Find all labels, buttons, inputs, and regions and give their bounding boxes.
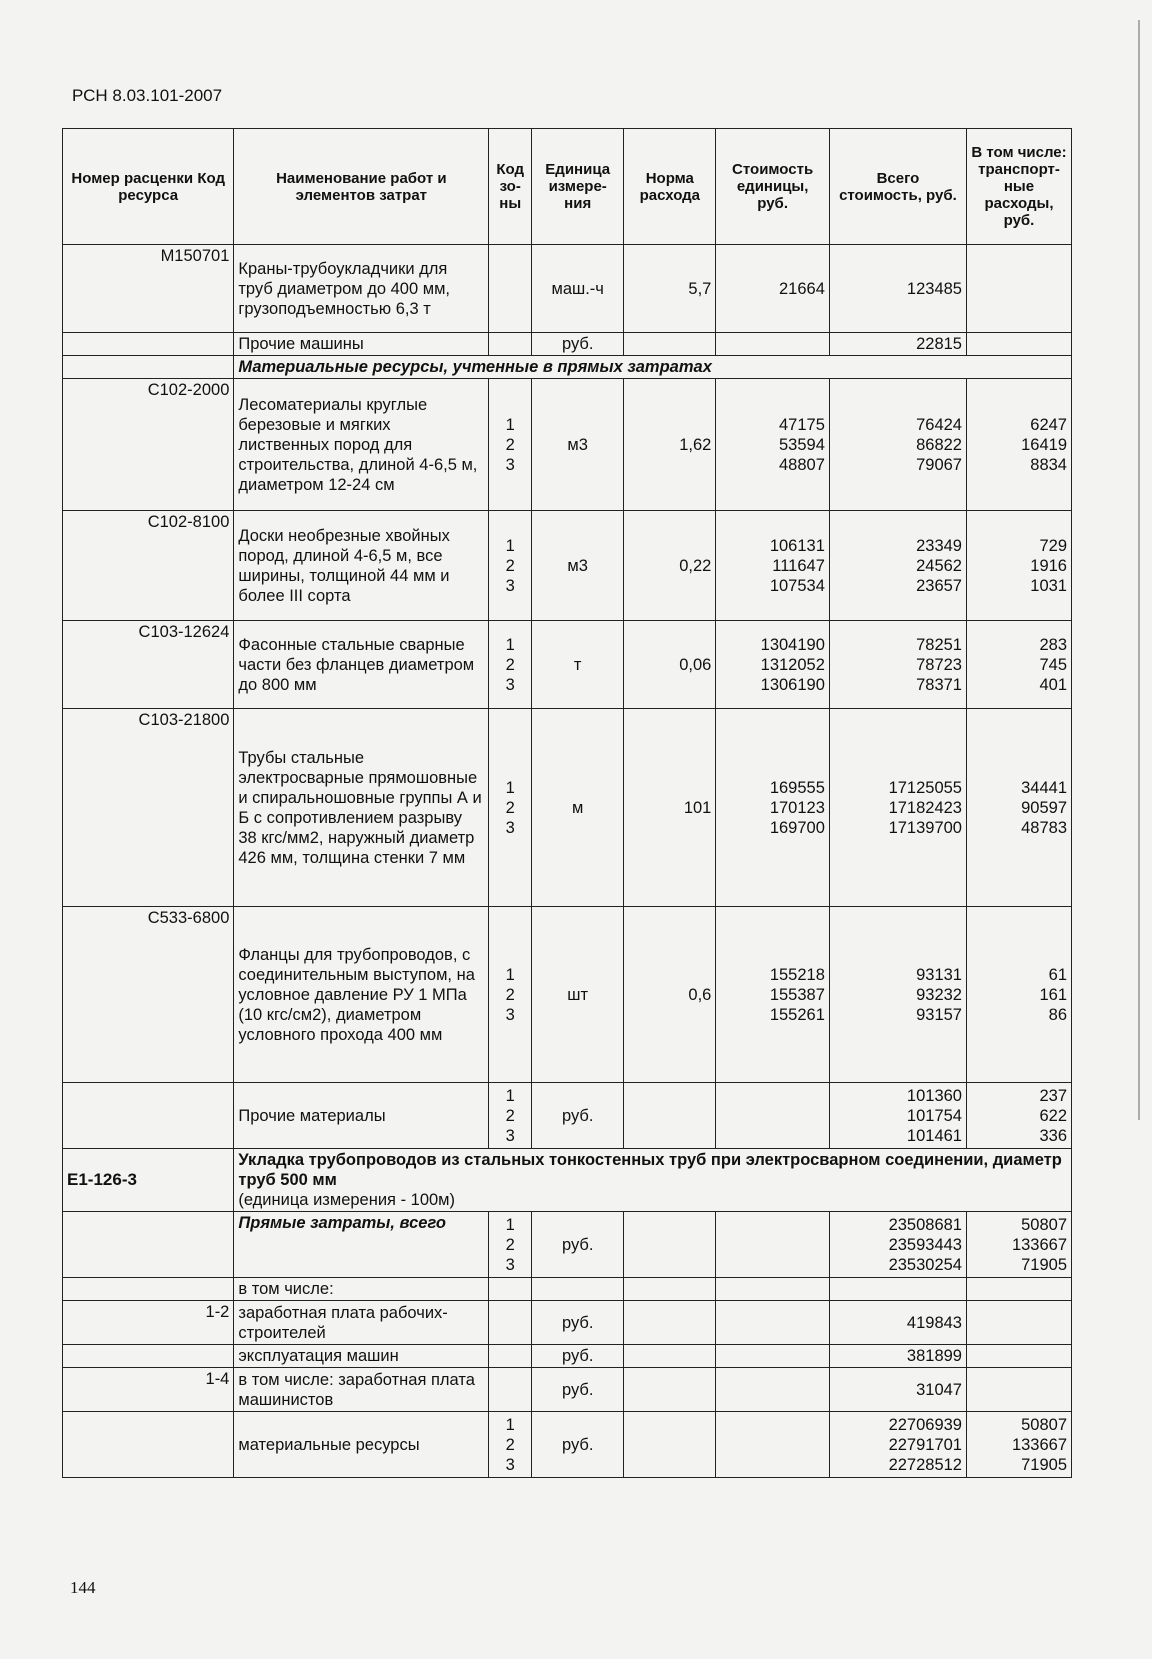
row-price: 1304190 1312052 1306190 [716,621,830,709]
col-header-name: Наименование работ и элементов затрат [234,129,489,245]
row-total: 93131 93232 93157 [829,907,966,1083]
block-subtitle: (единица измерения - 100м) [238,1191,456,1209]
row-zones: 1 2 3 [489,907,532,1083]
row-zones: 1 2 3 [489,621,532,709]
row-price [716,1278,830,1301]
row-name: Фасонные стальные сварные части без фланцев диаметром до 800 мм [234,621,489,709]
row-transport [966,333,1071,356]
document-code: РСН 8.03.101-2007 [72,86,223,105]
table-row [63,245,1072,333]
row-transport [966,1345,1071,1368]
row-norm [624,1278,716,1301]
block-title-cell [234,1149,1072,1212]
row-zones [489,1301,532,1345]
row-price [716,333,830,356]
table-row [63,333,1072,356]
block-header-row [63,1149,1072,1212]
row-price: 169555 170123 169700 [716,709,830,907]
row-zones [489,1278,532,1301]
table-row [63,1083,1072,1149]
table-row [63,1412,1072,1478]
row-unit [532,1278,624,1301]
row-code: 1-2 [63,1301,234,1345]
table-row [63,1301,1072,1345]
cost-summary-rows [63,1212,1072,1478]
section-title: Материальные ресурсы, учтенные в прямых затратах [234,356,1072,379]
col-header-total: Всего стоимость, руб. [829,129,966,245]
row-transport [966,1368,1071,1412]
row-norm: 0,06 [624,621,716,709]
row-unit: руб. [532,333,624,356]
row-total: 17125055 17182423 17139700 [829,709,966,907]
row-total: 419843 [829,1301,966,1345]
row-name: Доски необрезные хвойных пород, длиной 4-6,5 м, все ширины, толщиной 44 мм и более III сорта [234,511,489,621]
row-transport: 61 161 86 [966,907,1071,1083]
row-name: материальные ресурсы [234,1412,489,1478]
row-total: 381899 [829,1345,966,1368]
row-price [716,1368,830,1412]
row-transport: 237 622 336 [966,1083,1071,1149]
row-code: 1-4 [63,1368,234,1412]
row-code [63,1278,234,1301]
col-header-unit: Единица измере-ния [532,129,624,245]
row-norm: 101 [624,709,716,907]
table-row [63,1345,1072,1368]
row-code: С533-6800 [63,907,234,1083]
row-norm [624,1368,716,1412]
row-total [829,1278,966,1301]
row-transport: 34441 90597 48783 [966,709,1071,907]
row-norm [624,333,716,356]
row-code: С103-21800 [63,709,234,907]
row-unit: руб. [532,1345,624,1368]
col-header-price: Стоимость единицы, руб. [716,129,830,245]
row-unit: шт [532,907,624,1083]
row-price [716,1212,830,1278]
row-code [63,1412,234,1478]
table-row [63,379,1072,511]
row-total: 78251 78723 78371 [829,621,966,709]
row-transport: 50807 133667 71905 [966,1412,1071,1478]
row-zones [489,333,532,356]
col-header-transport: В том числе: транспорт-ные расходы, руб. [966,129,1071,245]
row-price [716,1345,830,1368]
table-row [63,907,1072,1083]
row-transport: 729 1916 1031 [966,511,1071,621]
machine-rows [63,245,1072,356]
row-norm [624,1301,716,1345]
table-header-row [63,129,1072,245]
row-price [716,1412,830,1478]
row-norm [624,1212,716,1278]
row-total: 101360 101754 101461 [829,1083,966,1149]
row-zones: 1 2 3 [489,1412,532,1478]
row-code [63,1345,234,1368]
row-name: Прочие материалы [234,1083,489,1149]
row-zones: 1 2 3 [489,1083,532,1149]
page-number: 144 [70,1578,96,1597]
row-zones [489,245,532,333]
table-row [63,709,1072,907]
row-price [716,1083,830,1149]
row-price: 106131 111647 107534 [716,511,830,621]
row-transport [966,245,1071,333]
row-transport: 50807 133667 71905 [966,1212,1071,1278]
table-row [63,1368,1072,1412]
row-name: в том числе: заработная плата машинистов [234,1368,489,1412]
row-total: 22706939 22791701 22728512 [829,1412,966,1478]
col-header-norm: Норма расхода [624,129,716,245]
row-zones: 1 2 3 [489,379,532,511]
row-zones: 1 2 3 [489,1212,532,1278]
row-name: Трубы стальные электросварные прямошовные и спиральношовные группы А и Б с сопротивлением разрыву 38 кгс/мм2, наружный диаметр 426 мм, толщина стенки 7 мм [234,709,489,907]
row-norm: 0,22 [624,511,716,621]
row-code [63,1083,234,1149]
col-header-zone: Код зо-ны [489,129,532,245]
block-title: Укладка трубопроводов из стальных тонкостенных труб при электросварном соединении, диаметр труб 500 мм [238,1151,1062,1189]
row-zones [489,1368,532,1412]
material-rows [63,379,1072,1149]
rates-table [62,128,1072,1478]
row-total: 23349 24562 23657 [829,511,966,621]
row-price: 155218 155387 155261 [716,907,830,1083]
row-unit: руб. [532,1368,624,1412]
row-total: 123485 [829,245,966,333]
row-code: М150701 [63,245,234,333]
row-price: 47175 53594 48807 [716,379,830,511]
row-transport: 6247 16419 8834 [966,379,1071,511]
row-code: С103-12624 [63,621,234,709]
row-norm: 5,7 [624,245,716,333]
row-unit: руб. [532,1212,624,1278]
col-header-code: Номер расценки Код ресурса [63,129,234,245]
row-price [716,1301,830,1345]
row-norm [624,1345,716,1368]
row-norm [624,1412,716,1478]
row-unit: м [532,709,624,907]
row-norm: 1,62 [624,379,716,511]
row-unit: м3 [532,379,624,511]
table-row [63,1212,1072,1278]
row-unit: руб. [532,1301,624,1345]
row-unit: маш.-ч [532,245,624,333]
row-zones [489,1345,532,1368]
row-norm [624,1083,716,1149]
row-price: 21664 [716,245,830,333]
row-transport [966,1301,1071,1345]
table-row [63,621,1072,709]
row-unit: м3 [532,511,624,621]
section-row-group [63,356,1072,379]
row-total: 31047 [829,1368,966,1412]
row-unit: руб. [532,1083,624,1149]
block-code: Е1-126-3 [63,1149,234,1212]
row-transport: 283 745 401 [966,621,1071,709]
row-total: 22815 [829,333,966,356]
row-norm: 0,6 [624,907,716,1083]
table-row [63,1278,1072,1301]
row-unit: т [532,621,624,709]
row-name: Фланцы для трубопроводов, с соединительным выступом, на условное давление РУ 1 МПа (10 кгс/см2), диаметром условного прохода 400 мм [234,907,489,1083]
row-code: С102-2000 [63,379,234,511]
table-row [63,511,1072,621]
row-name: заработная плата рабочих-строителей [234,1301,489,1345]
row-name: в том числе: [234,1278,489,1301]
row-name: Лесоматериалы круглые березовые и мягких лиственных пород для строительства, длиной 4-6,5 м, диаметром 12-24 см [234,379,489,511]
row-name: эксплуатация машин [234,1345,489,1368]
row-transport [966,1278,1071,1301]
page-edge-line [1138,20,1140,1120]
section-row [63,356,1072,379]
row-name: Прямые затраты, всего [234,1212,489,1278]
row-code [63,333,234,356]
row-total: 23508681 23593443 23530254 [829,1212,966,1278]
row-unit: руб. [532,1412,624,1478]
row-total: 76424 86822 79067 [829,379,966,511]
row-code [63,1212,234,1278]
row-name: Краны-трубоукладчики для труб диаметром до 400 мм, грузоподъемностью 6,3 т [234,245,489,333]
row-code: С102-8100 [63,511,234,621]
row-name: Прочие машины [234,333,489,356]
block-header-group [63,1149,1072,1212]
row-zones: 1 2 3 [489,709,532,907]
row-zones: 1 2 3 [489,511,532,621]
